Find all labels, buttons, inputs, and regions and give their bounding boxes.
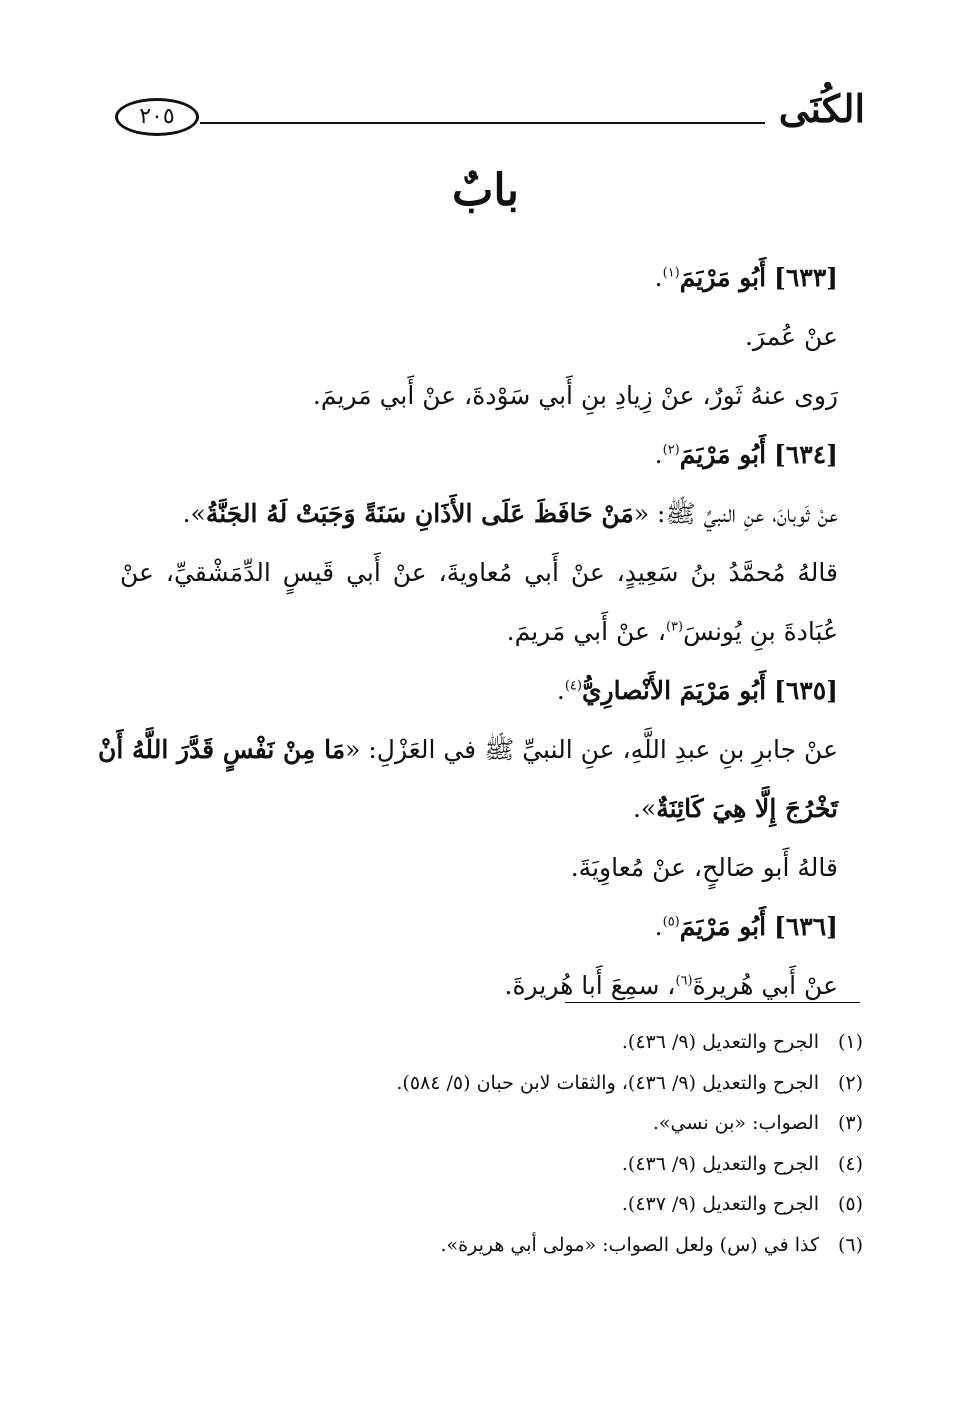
entry-634-line-3: [120, 602, 838, 661]
entry-number: [٦٣٦]: [774, 912, 838, 941]
footnote: [120, 1225, 863, 1266]
hadith-quote: تَخْرُجَ إِلَّا هِيَ كَائِنَةٌ: [656, 794, 838, 823]
entry-name: أَبُو مَرْيَمَ: [679, 263, 767, 292]
page-number: ٢٠٥: [115, 98, 199, 136]
text-segment: ، سمِعَ أَبا هُريرةَ.: [504, 971, 676, 1000]
footnote-text: الجرح والتعديل (٩/ ٤٣٦).: [621, 1152, 819, 1175]
footnote-number: (٢): [837, 1071, 863, 1094]
footnote-ref: (٤): [564, 678, 582, 694]
text-segment: عنْ جابرِ بنِ عبدِ اللَّهِ، عنِ النبيِّ ﷺ في العَزْلِ: «: [345, 735, 838, 764]
entry-635-line-1: [98, 720, 838, 779]
footnote-text: الجرح والتعديل (٩/ ٤٣٧).: [621, 1193, 819, 1215]
entry-633-heading: [٦٣٣] أَبُو مَرْيَمَ$^{(١)}$.: [654, 263, 838, 292]
footnote: [120, 1063, 863, 1104]
footnotes: [120, 1022, 863, 1265]
page-header: [115, 88, 865, 148]
footnote-ref: (٥): [662, 914, 680, 930]
text-segment: عنْ ثَوبانَ، عنِ النبيِّ ﷺ: «: [633, 499, 838, 528]
entry-634-line-2: قالهُ مُحمَّدُ بنُ سَعِيدٍ، عنْ أَبي مُعاويةَ، عنْ أَبي قَيسٍ الدِّمَشْقيِّ، عنْ: [120, 558, 838, 587]
footnote: [120, 1022, 863, 1063]
footnote-text: الجرح والتعديل (٩/ ٤٣٦).: [621, 1031, 819, 1053]
entry-635-line-2: [120, 779, 838, 838]
footnote: [120, 1103, 863, 1144]
footnote: [120, 1184, 863, 1225]
entry-name: أَبُو مَرْيَمَ: [679, 440, 767, 469]
running-title: الكُنَى: [778, 86, 865, 131]
text-segment: ».: [182, 499, 206, 528]
entry-636-line-1: [120, 956, 838, 1015]
hadith-quote: مَا مِنْ نَفْسٍ قَدَّرَ اللَّهُ أَنْ: [98, 735, 346, 764]
footnote-number: (٤): [837, 1152, 863, 1175]
footnote-number: (١): [837, 1031, 863, 1053]
entry-number: [٦٣٤]: [774, 440, 838, 469]
entry-name: أَبُو مَرْيَمَ: [679, 912, 767, 941]
entry-635-heading: [٦٣٥] أَبُو مَرْيَمَ الأَنْصارِيُّ$^{(٤)}$.: [556, 676, 838, 705]
entry-634-heading: [٦٣٤] أَبُو مَرْيَمَ$^{(٢)}$.: [654, 440, 838, 469]
footnote-ref: (٦): [675, 973, 693, 989]
text-segment: عنْ أَبي هُريرةَ: [692, 971, 838, 1000]
entry-number: [٦٣٣]: [774, 263, 838, 292]
text-segment: عُبَادةَ بنِ يُونسَ: [683, 617, 838, 646]
entry-635-line-3: قالهُ أَبو صَالحٍ، عنْ مُعاوِيَةَ.: [570, 853, 838, 882]
entry-633-line-1: عنْ عُمرَ.: [744, 322, 838, 351]
footnote: [120, 1144, 863, 1185]
footnote-ref: (٢): [662, 442, 680, 458]
header-rule: [200, 122, 765, 124]
body-text: [98, 248, 838, 1015]
text-segment: ».: [632, 794, 657, 823]
entry-634-line-1: [120, 484, 838, 543]
footnote-separator: [565, 1002, 860, 1003]
chapter-title: بابٌ: [451, 165, 520, 216]
entry-633-line-2: رَوى عنهُ ثَورٌ، عنْ زِيادِ بنِ أَبي سَوْدةَ، عنْ أَبي مَريمَ.: [312, 381, 838, 410]
entry-636-heading: [٦٣٦] أَبُو مَرْيَمَ$^{(٥)}$.: [654, 912, 838, 941]
footnote-ref: (١): [662, 265, 680, 281]
footnote-text: الجرح والتعديل (٩/ ٤٣٦)، والثقات لابن حبان (٥/ ٥٨٤).: [396, 1071, 819, 1094]
footnote-number: (٥): [837, 1193, 863, 1215]
text-segment: ، عنْ أَبي مَريمَ.: [506, 617, 666, 646]
footnote-number: (٦): [837, 1233, 863, 1256]
entry-number: [٦٣٥]: [774, 676, 838, 705]
footnote-text: الصواب: «بن نسي».: [652, 1112, 819, 1134]
footnote-number: (٣): [837, 1112, 863, 1134]
hadith-quote: مَنْ حَافَظَ عَلَى الأَذَانِ سَنَةً وَجَبَتْ لَهُ الجَنَّةُ: [205, 499, 634, 528]
footnote-text: كذا في (س) ولعل الصواب: «مولى أبي هريرة».: [440, 1233, 819, 1256]
entry-name: أَبُو مَرْيَمَ الأَنْصارِيُّ: [581, 676, 767, 705]
footnote-ref: (٣): [665, 619, 684, 635]
